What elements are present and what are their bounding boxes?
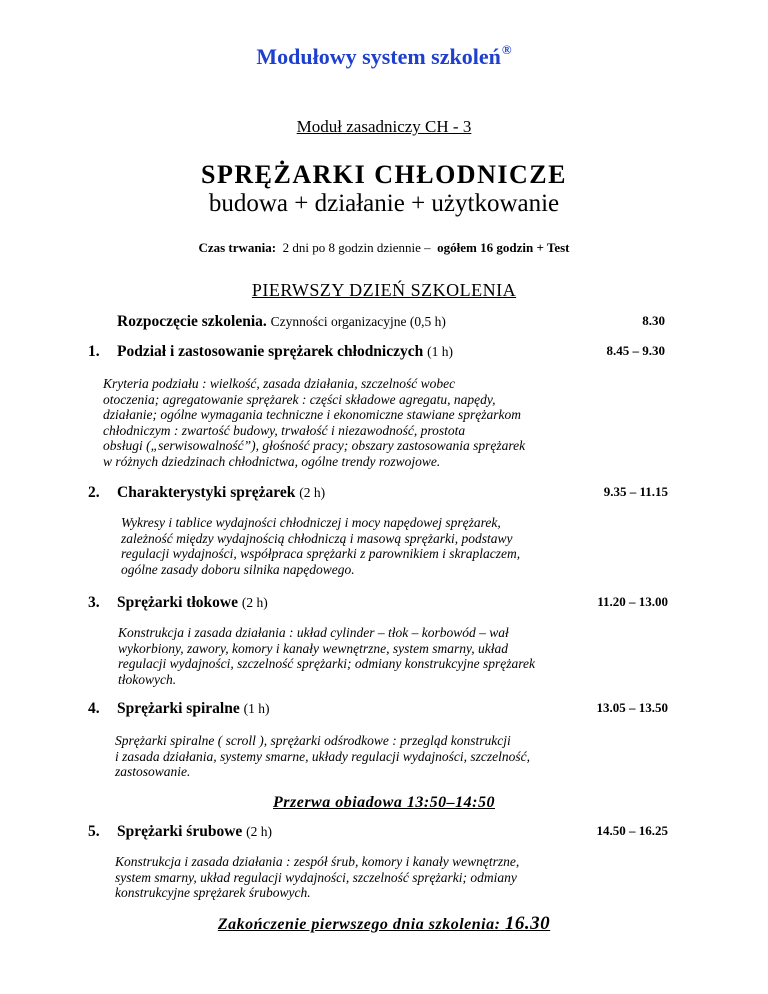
section-time: 9.35 – 11.15: [603, 484, 668, 499]
section-hours: (1 h): [427, 344, 453, 359]
section-title: Sprężarki tłokowe (2 h): [117, 594, 268, 611]
lunch-break: Przerwa obiadowa 13:50–14:50: [273, 794, 495, 811]
section-4-description: Sprężarki spiralne ( scroll ), sprężarki odśrodkowe : przegląd konstrukcji i zasada działania, systemy smarne, układy regulacji wydajności, szczelność, zastosowanie.: [115, 733, 530, 779]
closing-time: 16.30: [504, 913, 551, 934]
section-title: Podział i zastosowanie sprężarek chłodniczych (1 h): [117, 343, 453, 360]
day-heading: PIERWSZY DZIEŃ SZKOLENIA: [251, 280, 517, 300]
section-number: 4.: [88, 700, 100, 717]
section-number: 5.: [88, 823, 100, 840]
section-5-description: Konstrukcja i zasada działania : zespół śrub, komory i kanały wewnętrzne, system smarny, układ regulacji wydajności, szczelność sprężarki; odmiany konstrukcyjne sprężarek śrubowych.: [115, 854, 520, 900]
closing-text: Zakończenie pierwszego dnia szkolenia:: [217, 916, 501, 933]
brand-title: Modułowy system szkoleń®: [256, 42, 512, 69]
section-1-description: Kryteria podziału : wielkość, zasada działania, szczelność wobec otoczenia; agregatowanie sprężarek : części składowe agregatu, napędy, działanie; ogólne wymagania techniczne i ekonomiczne stawiane sprężarkom chłodniczym : zwartość budowy, trwałość i niezawodność, prostota obsługi („serwisowalność”), głośność pracy; obszary zastosowania sprężarek w różnych dziedzinach chłodnictwa, ogólne trendy rozwojowe.: [103, 376, 526, 469]
section-hours: (2 h): [299, 485, 326, 500]
course-title: SPRĘŻARKI CHŁODNICZE: [201, 160, 567, 189]
module-label: Moduł zasadniczy CH - 3: [296, 117, 472, 136]
section-title: Charakterystyki sprężarek (2 h): [117, 484, 326, 501]
opening-note: Czynności organizacyjne (0,5 h): [270, 314, 446, 329]
course-subtitle: budowa + działanie + użytkowanie: [208, 190, 560, 217]
section-title: Sprężarki śrubowe (2 h): [117, 823, 273, 840]
opening-time: 8.30: [642, 313, 665, 328]
duration-text: 2 dni po 8 godzin dziennie –: [282, 240, 431, 255]
registered-mark: ®: [501, 42, 512, 57]
section-title: Sprężarki spiralne (1 h): [117, 700, 270, 717]
section-3-description: Konstrukcja i zasada działania : układ cylinder – tłok – korbowód – wał wykorbiony, zawory, komory i kanały wewnętrzne, system smarny, układ regulacji wydajności, szczelność sprężarki; odmiany konstrukcyjne sprężarek tłokowych.: [118, 625, 536, 687]
section-time: 11.20 – 13.00: [597, 594, 668, 609]
section-number: 1.: [88, 343, 100, 360]
section-number: 2.: [88, 484, 100, 501]
duration-total: ogółem 16 godzin + Test: [437, 240, 570, 255]
section-time: 14.50 – 16.25: [596, 823, 668, 838]
section-time: 8.45 – 9.30: [606, 343, 665, 358]
section-hours: (1 h): [243, 701, 270, 716]
section-hours: (2 h): [241, 595, 268, 610]
closing-line: [0, 913, 768, 935]
section-number: 3.: [88, 594, 100, 611]
duration-line: [0, 240, 768, 256]
opening-title: Rozpoczęcie szkolenia. Czynności organizacyjne (0,5 h): [117, 313, 446, 330]
duration-label: Czas trwania:: [198, 240, 277, 255]
section-time: 13.05 – 13.50: [596, 700, 668, 715]
section-2-description: Wykresy i tablice wydajności chłodniczej i mocy napędowej sprężarek, zależność między wydajnością chłodniczą i masową sprężarki, podstawy regulacji wydajności, współpraca sprężarki z parownikiem i skraplaczem, ogólne zasady doboru silnika napędowego.: [121, 515, 521, 577]
section-hours: (2 h): [246, 824, 273, 839]
